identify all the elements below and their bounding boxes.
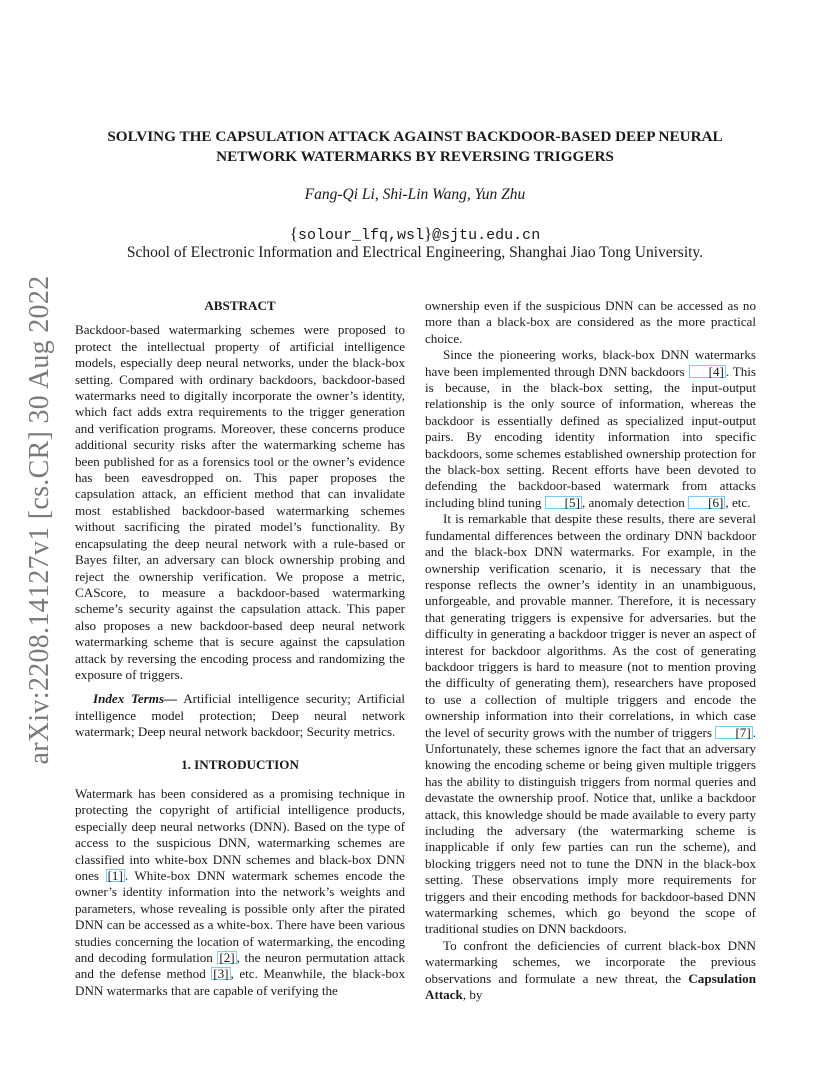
right-p2-text-a: It is remarkable that despite these results, there are several fundamental differences between the ordinary DNN backdoor and the black-box DNN watermarks. For example, in the ownership verification scenario, it is necessary that the response reflects the owner’s identity in an unambiguous, unforgeable, and provable manner. Therefore, it is necessary that generating triggers is expensive for adversaries. but the difficulty in generating a backdoor trigger is never an aspect of interest for backdoor algorithms. As the cost of generating backdoor triggers is hard to measure (not to mention proving the difficulty of generating them), researchers have proposed to use a collection of multiple triggers and encode the ownership information into their correlations, in which case the level of security grows with the number of triggers	[425, 511, 756, 740]
author-emails	[75, 224, 755, 244]
email-brace-close: }	[424, 224, 433, 243]
intro-p1-text-a: Watermark has been considered as a promising technique in protecting the copyright of artificial intelligence products, especially deep neural networks (DNN). Based on the type of access to the suspicious DNN, watermarking schemes are classified into white-box DNN schemes and black-box DNN ones	[75, 785, 405, 883]
citation-link-6[interactable]: [6]	[688, 496, 725, 509]
intro-p1-text-b: . White-box DNN watermark schemes encode the owner’s identity information into the network’s weights and parameters, whose revealing is possible only after the pirated DNN can be accessed as a white-box. There have been various studies concerning the location of watermarking, the encoding and decoding formulation	[75, 868, 405, 966]
introduction-heading: 1. INTRODUCTION	[181, 756, 299, 772]
abstract-heading: ABSTRACT	[204, 298, 276, 313]
citation-link-1[interactable]: [1]	[107, 868, 123, 883]
index-terms-label: Index Terms—	[93, 691, 178, 707]
email-usernames: solour_lfq,wsl	[297, 227, 424, 244]
intro-p1-text-c: , the neuron permutation attack and the defense method	[75, 950, 406, 982]
title-line-1: SOLVING THE CAPSULATION ATTACK AGAINST BACKDOOR-BASED DEEP NEURAL	[107, 128, 723, 145]
right-paragraph-3	[425, 938, 756, 1004]
paper-title	[75, 127, 755, 167]
arxiv-id-text: arXiv:2208.14127v1 [cs.CR] 30 Aug 2022	[24, 275, 55, 765]
right-p1-text-d: , etc.	[725, 494, 751, 510]
email-brace-open: {	[289, 224, 298, 243]
citation-link-4[interactable]: [4]	[689, 365, 726, 378]
intro-paragraph-1	[75, 786, 405, 999]
abstract-body: Backdoor-based watermarking schemes were proposed to protect the intellectual property of artificial intelligence models, especially deep neural networks, under the black-box setting. Compared with ordinary backdoors, backdoor-based watermarks need to digitally incorporate the owner’s identity, which fact adds extra requirements to the trigger generation and verification programs. Moreover, these concerns produce additional security risks after the watermarking scheme has been published for as a forensics tool or the owner’s evidence has been eavesdropped on. This paper proposes the capsulation attack, an efficient method that can invalidate most established backdoor-based watermarking schemes without sacrificing the pirated model’s functionality. By encapsulating the deep neural network with a rule-based or Bayes filter, an adversary can block ownership probing and reject the ownership verification. We propose a metric, CAScore, to measure a backdoor-based watermarking scheme’s security against the capsulation attack. This paper also proposes a new backdoor-based deep neural network watermarking scheme that is secure against the capsulation attack by reversing the encoding process and randomizing the exposure of triggers.	[75, 322, 405, 682]
citation-link-7[interactable]: [7]	[715, 726, 752, 739]
affiliation: School of Electronic Information and Electrical Engineering, Shanghai Jiao Tong University.	[126, 244, 704, 261]
right-column	[425, 298, 756, 1003]
right-p1-text-c: , anomaly detection	[581, 494, 689, 510]
citation-link-3[interactable]: [3]	[213, 966, 229, 982]
author-list: Fang-Qi Li, Shi-Lin Wang, Yun Zhu	[304, 186, 526, 203]
right-paragraph-1	[425, 347, 756, 511]
intro-p1-text-d: , etc. Meanwhile, the black-box DNN watermarks that are capable of verifying the	[75, 966, 405, 998]
right-paragraph-0: ownership even if the suspicious DNN can be accessed as no more than a black-box are considered as the more practical choice.	[425, 298, 756, 346]
left-column	[75, 298, 405, 999]
index-terms-text: Artificial intelligence security; Artificial intelligence model protection; Deep neural network watermark; Deep neural network backdoor; Security metrics.	[75, 691, 405, 740]
title-line-2: NETWORK WATERMARKS BY REVERSING TRIGGERS	[216, 148, 614, 165]
index-terms	[75, 691, 405, 740]
right-p2-text-b: . Unfortunately, these schemes ignore the fact that an adversary knowing the encoding scheme or being given multiple triggers has the ability to distinguish triggers from normal queries and devastate the ownership proof. Notice that, unlike a backdoor attack, this knowledge should be made available to every party including the adversary (the watermarking scheme is inapplicable if only few parties can run the scheme), and blocking triggers need not to tune the DNN in the black-box setting. These observations imply more requirements for triggers and their encoding methods for backdoor-based DNN watermarking schemes, which go beyond the scope of traditional studies on DNN backdoors.	[425, 724, 756, 937]
citation-link-2[interactable]: [2]	[219, 950, 235, 966]
citation-link-5[interactable]: [5]	[545, 496, 582, 509]
capsulation-attack-term: Capsulation Attack	[425, 970, 756, 1003]
right-p3-text-a: To confront the deficiencies of current black-box DNN watermarking schemes, we incorporate the previous observations and formulate a new threat, the	[425, 937, 756, 986]
right-p1-text-a: Since the pioneering works, black-box DNN watermarks have been implemented through DNN backdoors	[425, 347, 756, 379]
right-p3-text-b: , by	[462, 987, 483, 1003]
right-p1-text-b: . This is because, in the black-box setting, the input-output relationship is the only source of information, whereas the backdoor is essentially defined as specialized input-output pairs. By encoding identity information into specific backdoors, some schemes established ownership protection for the black-box setting. Recent efforts have been devoted to defending the backdoor-based watermark from attacks including blind tuning	[425, 363, 756, 510]
email-domain: @sjtu.edu.cn	[432, 227, 541, 244]
right-paragraph-2	[425, 511, 756, 938]
arxiv-side-stamp	[10, 275, 70, 765]
